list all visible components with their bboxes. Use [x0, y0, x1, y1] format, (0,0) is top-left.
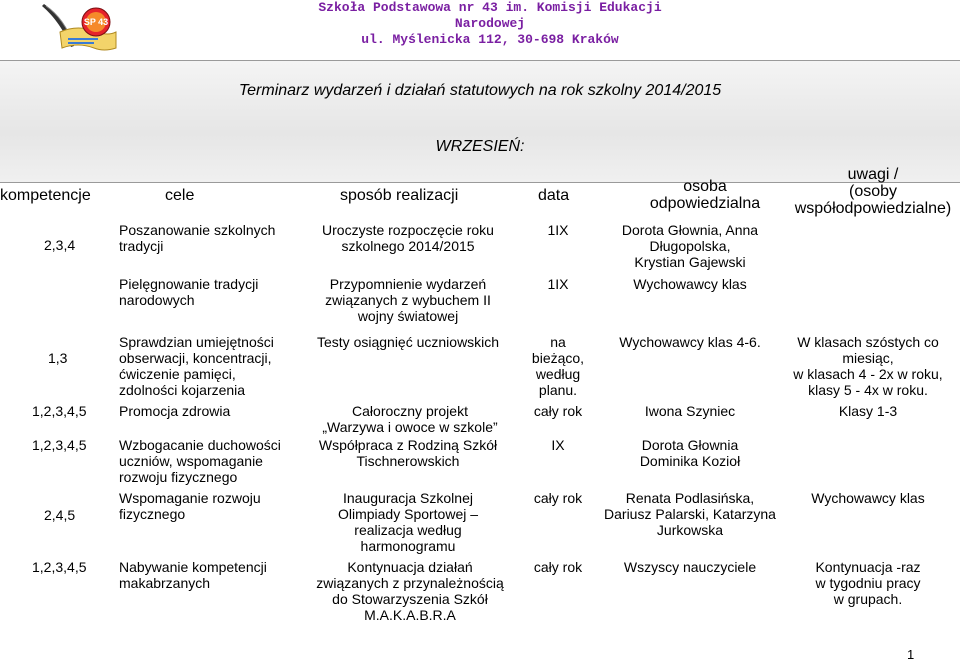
row2-data: na bieżąco, według planu. [531, 334, 585, 398]
column-header-sposob: sposób realizacji [340, 187, 459, 204]
row3-data: cały rok [533, 403, 583, 419]
row5-data: cały rok [533, 490, 583, 506]
row6-uwagi: Kontynuacja -raz w tygodniu pracy w grupach. [815, 559, 921, 607]
row1-osoba-a: Dorota Głownia, Anna Długopolska, Krystian Gajewski [621, 222, 759, 270]
row1-sposob-b: Przypomnienie wydarzeń związanych z wybuchem II wojny światowej [325, 276, 491, 324]
row3-uwagi: Klasy 1-3 [838, 403, 898, 419]
row5-uwagi: Wychowawcy klas [811, 490, 925, 506]
school-header [275, 0, 705, 48]
row3-osoba: Iwona Szyniec [644, 403, 736, 419]
row5-osoba: Renata Podlasińska, Dariusz Palarski, Katarzyna Jurkowska [604, 490, 776, 538]
row1-osoba-b: Wychowawcy klas [633, 276, 747, 292]
page-number: 1 [907, 647, 915, 662]
row5-sposob: Inauguracja Szkolnej Olimpiady Sportowej – realizacja według harmonogramu [337, 490, 479, 554]
row4-kompetencje: 1,2,3,4,5 [32, 437, 87, 453]
row3-sposob: Całoroczny projekt „Warzywa i owoce w szkole” [322, 403, 498, 435]
school-logo [38, 2, 120, 56]
row6-kompetencje: 1,2,3,4,5 [32, 559, 87, 575]
document-title: Terminarz wydarzeń i działań statutowych na rok szkolny 2014/2015 [238, 82, 722, 99]
row1-data-a: 1IX [547, 222, 569, 238]
row5-cele: Wspomaganie rozwoju fizycznego [119, 490, 261, 522]
row6-sposob: Kontynuacja działań związanych z przynależnością do Stowarzyszenia Szkół M.A.K.A.B.R.A [316, 559, 504, 623]
row1-cele-a: Poszanowanie szkolnych tradycji [119, 222, 276, 254]
row1-kompetencje: 2,3,4 [44, 237, 76, 253]
school-name-line2: Narodowej [454, 16, 526, 31]
row4-data: IX [551, 437, 565, 453]
row2-cele: Sprawdzian umiejętności obserwacji, koncentracji, ćwiczenie pamięci, zdolności kojarzenia [119, 334, 274, 398]
row1-cele-b: Pielęgnowanie tradycji narodowych [119, 276, 259, 308]
row4-cele: Wzbogacanie duchowości uczniów, wspomaganie rozwoju fizycznego [119, 437, 281, 485]
row6-data: cały rok [533, 559, 583, 575]
logo-badge-text: SP 43 [83, 17, 109, 27]
title-banner [0, 60, 960, 183]
column-header-kompetencje: kompetencje [0, 187, 91, 204]
row2-osoba: Wychowawcy klas 4-6. [619, 334, 761, 350]
month-heading: WRZESIEŃ: [435, 138, 525, 155]
school-address: ul. Myślenicka 112, 30-698 Kraków [361, 32, 619, 47]
row3-kompetencje: 1,2,3,4,5 [32, 403, 87, 419]
column-header-cele: cele [165, 187, 195, 204]
column-header-osoba: osoba odpowiedzialna [649, 178, 761, 212]
column-header-data: data [538, 187, 570, 204]
row3-cele: Promocja zdrowia [119, 403, 231, 419]
row6-osoba: Wszyscy nauczyciele [623, 559, 757, 575]
row1-data-b: 1IX [547, 276, 569, 292]
column-header-uwagi: uwagi / (osoby współodpowiedzialne) [794, 166, 952, 217]
row2-sposob: Testy osiągnięć uczniowskich [317, 334, 500, 350]
row2-uwagi: W klasach szóstych co miesiąc, w klasach 4 - 2x w roku, klasy 5 - 4x w roku. [793, 334, 943, 398]
school-emblem-with-quill-icon [38, 2, 120, 56]
row4-sposob: Współpraca z Rodziną Szkół Tischnerowskich [318, 437, 498, 469]
row4-osoba: Dorota Głownia Dominika Kozioł [639, 437, 741, 469]
row5-kompetencje: 2,4,5 [44, 507, 76, 523]
row6-cele: Nabywanie kompetencji makabrzanych [119, 559, 267, 591]
school-name-line1: Szkoła Podstawowa nr 43 im. Komisji Edukacji [318, 0, 662, 15]
row2-kompetencje: 1,3 [48, 350, 68, 366]
row1-sposob-a: Uroczyste rozpoczęcie roku szkolnego 2014/2015 [322, 222, 494, 254]
